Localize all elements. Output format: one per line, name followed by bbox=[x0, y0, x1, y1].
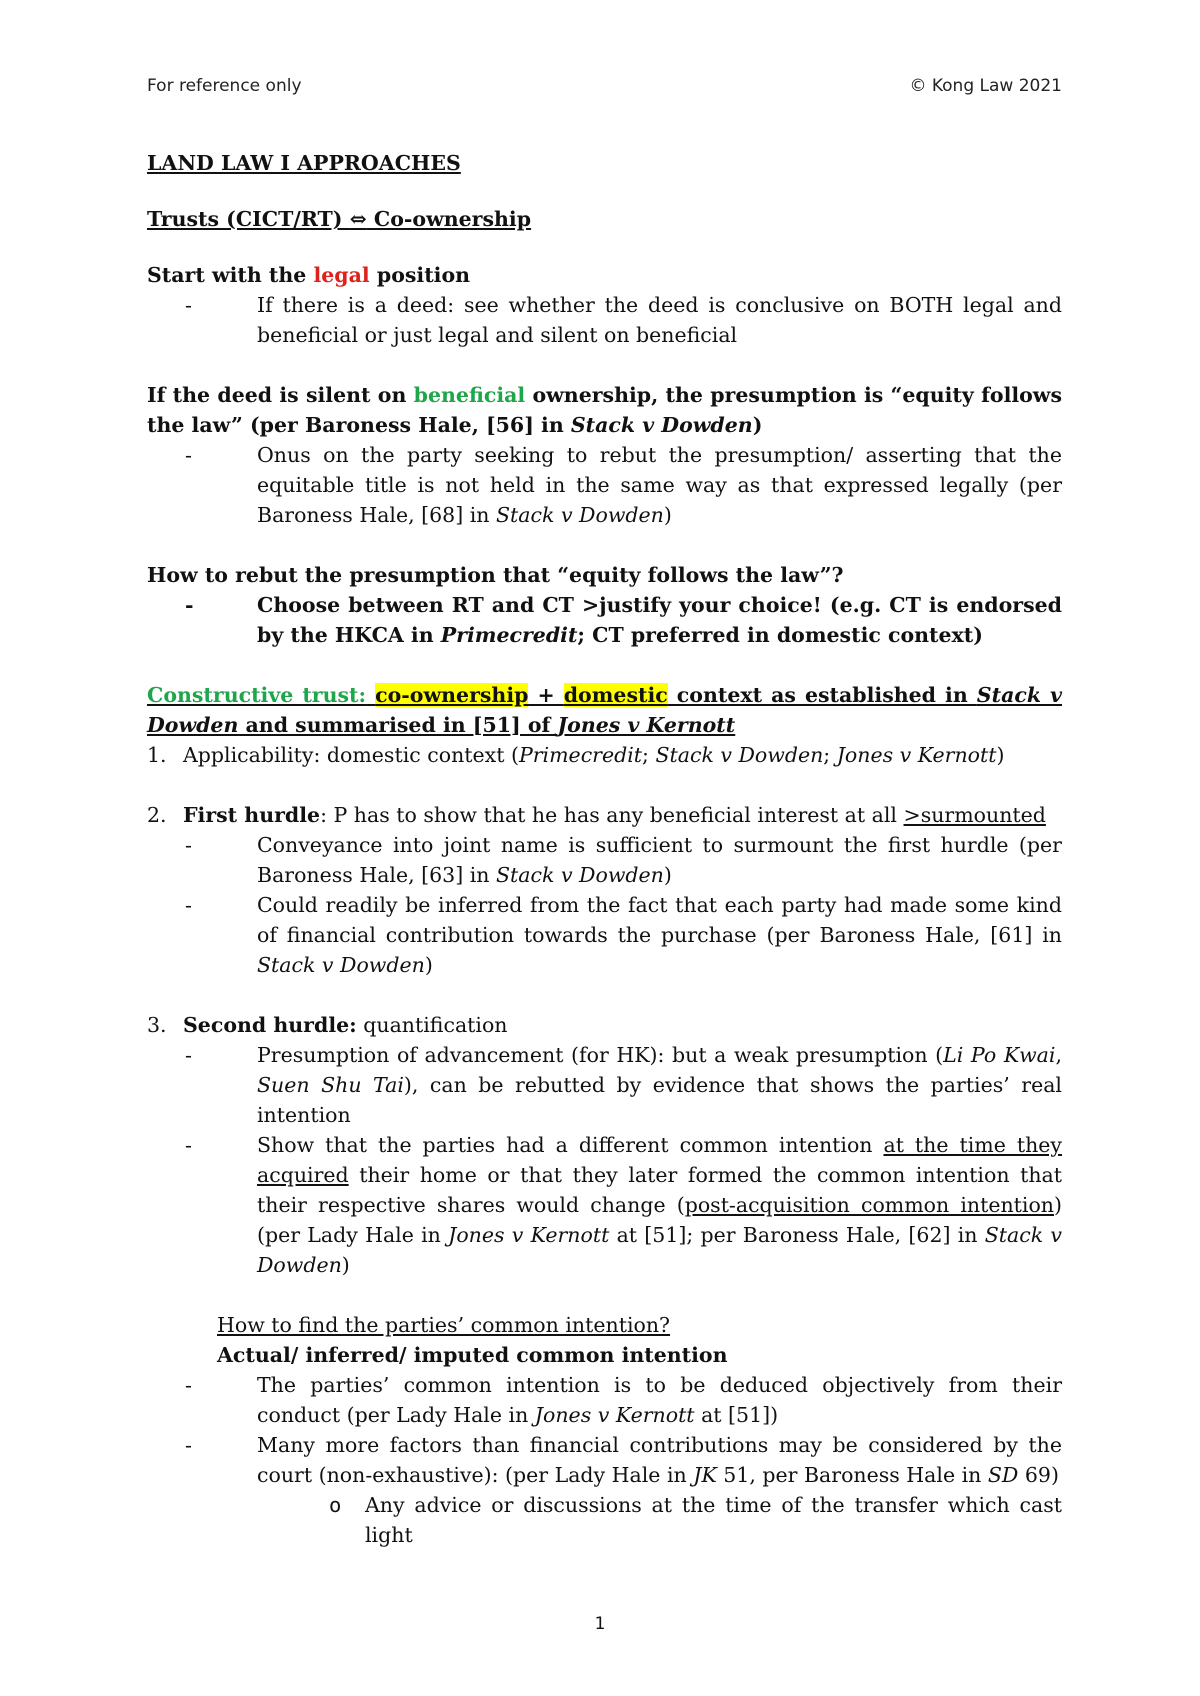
list-item-2: 2. First hurdle: P has to show that he has any beneficial interest at all >surmounted bbox=[147, 803, 1046, 827]
legal-point: - If there is a deed: see whether the deed is conclusive on BOTH legal and beneficial or just legal and silent on beneficial bbox=[147, 290, 1062, 350]
highlight-domestic: domestic bbox=[563, 683, 668, 707]
common-intention-point-2: - Many more factors than financial contributions may be considered by the court (non-exhaustive): (per Lady Hale in JK 51, per Baroness Hale in SD 69) bbox=[147, 1430, 1062, 1490]
ct-heading: Constructive trust: co-ownership + domestic context as established in Stack v Dowden and summarised in [51] of Jones v Kernott bbox=[147, 683, 1062, 737]
rebut-heading: How to rebut the presumption that “equity follows the law”? bbox=[147, 563, 844, 587]
second-hurdle-point-1: - Presumption of advancement (for HK): but a weak presumption (Li Po Kwai, Suen Shu Tai), can be rebutted by evidence that shows the parties’ real intention bbox=[147, 1040, 1062, 1130]
common-intention-heading: Actual/ inferred/ imputed common intention bbox=[217, 1343, 728, 1367]
legal-word: legal bbox=[313, 263, 370, 287]
first-hurdle-point-2: - Could readily be inferred from the fact that each party had made some kind of financial contribution towards the purchase (per Baroness Hale, [61] in Stack v Dowden) bbox=[147, 890, 1062, 980]
legal-heading: Start with the legal position bbox=[147, 263, 471, 287]
header-right: © Kong Law 2021 bbox=[909, 76, 1062, 96]
beneficial-word: beneficial bbox=[413, 383, 526, 407]
header-left: For reference only bbox=[147, 76, 302, 96]
first-hurdle-point-1: - Conveyance into joint name is sufficient to surmount the first hurdle (per Baroness Hale, [63] in Stack v Dowden) bbox=[147, 830, 1062, 890]
section-subtitle: Trusts (CICT/RT) ⇔ Co-ownership bbox=[147, 207, 532, 231]
silent-heading: If the deed is silent on beneficial ownership, the presumption is “equity follows the law” (per Baroness Hale, [56] in Stack v Dowden) bbox=[147, 383, 1063, 437]
page-number: 1 bbox=[594, 1614, 606, 1634]
list-item-1: 1. Applicability: domestic context (Primecredit; Stack v Dowden; Jones v Kernott) bbox=[147, 743, 1005, 767]
ct-label: Constructive trust: bbox=[147, 683, 367, 707]
onus-point: - Onus on the party seeking to rebut the presumption/ asserting that the equitable title is not held in the same way as that expressed legally (per Baroness Hale, [68] in Stack v Dowden) bbox=[147, 440, 1062, 530]
list-item-3: 3. Second hurdle: quantification bbox=[147, 1013, 508, 1037]
common-intention-point-1: - The parties’ common intention is to be deduced objectively from their conduct (per Lady Hale in Jones v Kernott at [51]) bbox=[147, 1370, 1062, 1430]
document-body bbox=[147, 148, 1062, 1550]
rebut-point: - Choose between RT and CT >justify your choice! (e.g. CT is endorsed by the HKCA in Primecredit; CT preferred in domestic context) bbox=[147, 590, 1062, 650]
highlight-co-ownership: co-ownership bbox=[375, 683, 529, 707]
common-intention-question: How to find the parties’ common intention? bbox=[217, 1313, 671, 1337]
surmounted-text: >surmounted bbox=[903, 803, 1046, 827]
factor-sub-item-1: o Any advice or discussions at the time of the transfer which cast light bbox=[147, 1490, 1062, 1550]
page-title: LAND LAW I APPROACHES bbox=[147, 151, 461, 175]
second-hurdle-point-2: - Show that the parties had a different common intention at the time they acquired their home or that they later formed the common intention that their respective shares would change (post-acquisition common intention) (per Lady Hale in Jones v Kernott at [51]; per Baroness Hale, [62] in Stack v Dowden) bbox=[147, 1130, 1062, 1280]
